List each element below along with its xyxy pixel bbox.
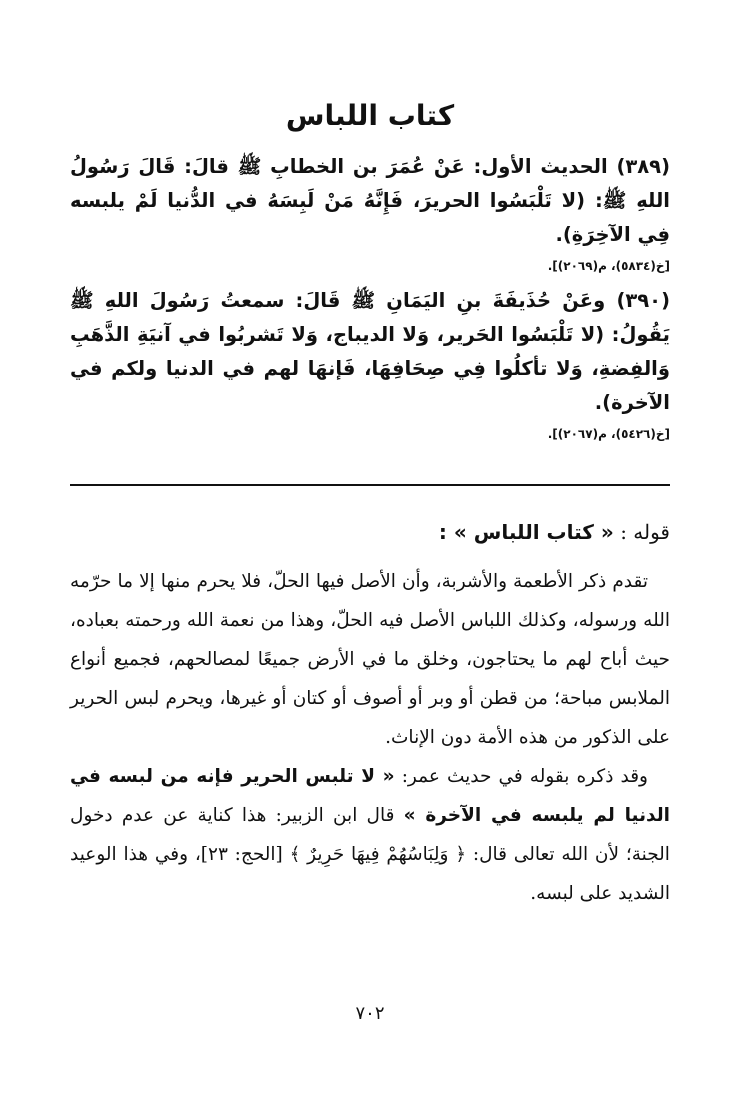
section-divider [70,484,670,486]
commentary-paragraph-1: تقدم ذكر الأطعمة والأشربة، وأن الأصل فيها الحلّ، فلا يحرم منها إلا ما حرّمه الله ورسوله، وكذلك اللباس الأصل فيه الحلّ، وهذا من نعمة الله ورحمته بعباده، حيث أباح لهم ما يحتاجون، وخلق ما في الأرض جميعًا لمصالحهم، فجميع أنواع الملابس مباحة؛ من قطن أو وبر أو أصوف أو كتان أو غيرها، ويحرم لبس الحرير على الذكور من هذه الأمة دون الإناث. [70,571,670,748]
commentary-quoted-title: « كتاب اللباس » : [438,520,614,544]
paragraph-2-hadith-quote: « لا تلبس الحرير فإنه من لبسه في الدنيا لم يلبسه في الآخرة » [70,766,670,826]
chapter-title: كتاب اللباس [285,99,455,132]
commentary-section [70,512,670,913]
page-number: ٧٠٢ [355,1003,385,1024]
hadith-390-source: [خ(٥٤٢٦)، م(٢٠٦٧)]. [547,427,670,441]
hadith-390-text: (٣٩٠) وعَنْ حُذَيفَةَ بنِ اليَمَانِ ﷺ قَالَ: سمعتُ رَسُولَ اللهِ ﷺ يَقُولُ: (لا تَلْبَسُوا الحَرير، وَلا الديباج، وَلا تَشربُوا في آنيَةِ الذَّهَبِ وَالفِضةِ، وَلا تأكلُوا فِي صِحَافِهَا، فَإنهَا لهم في الدنيا ولكم في الآخرة). [70,289,670,414]
quran-verse: ﴿ وَلِبَاسُهُمْ فِيهَا حَرِيرٌ ﴾ [289,844,467,865]
verse-citation: [الحج: ٢٣]، [194,844,283,865]
commentary-paragraph-2 [70,757,670,913]
paragraph-2-middle: قال ابن الزبير: هذا كناية عن عدم دخول الجنة؛ لأن الله تعالى قال: [70,805,670,865]
hadith-389-text: (٣٨٩) الحديث الأول: عَنْ عُمَرَ بن الخطابِ ﷺ قالَ: قَالَ رَسُولُ اللهِ ﷺ: (لا تَلْبَسُوا الحريرَ، فَإِنَّهُ مَنْ لَبِسَهُ في الدُّنيا لَمْ يلبسه فِي الآخِرَةِ). [70,155,670,246]
commentary-label: قوله : [620,520,670,544]
book-page [70,0,670,1102]
hadith-389-source: [خ(٥٨٣٤)، م(٢٠٦٩)]. [547,259,670,273]
commentary-heading [70,512,670,552]
paragraph-2-end: وفي هذا الوعيد الشديد على لبسه. [70,844,670,904]
paragraph-2-intro: وقد ذكره بقوله في حديث عمر: [401,766,648,787]
